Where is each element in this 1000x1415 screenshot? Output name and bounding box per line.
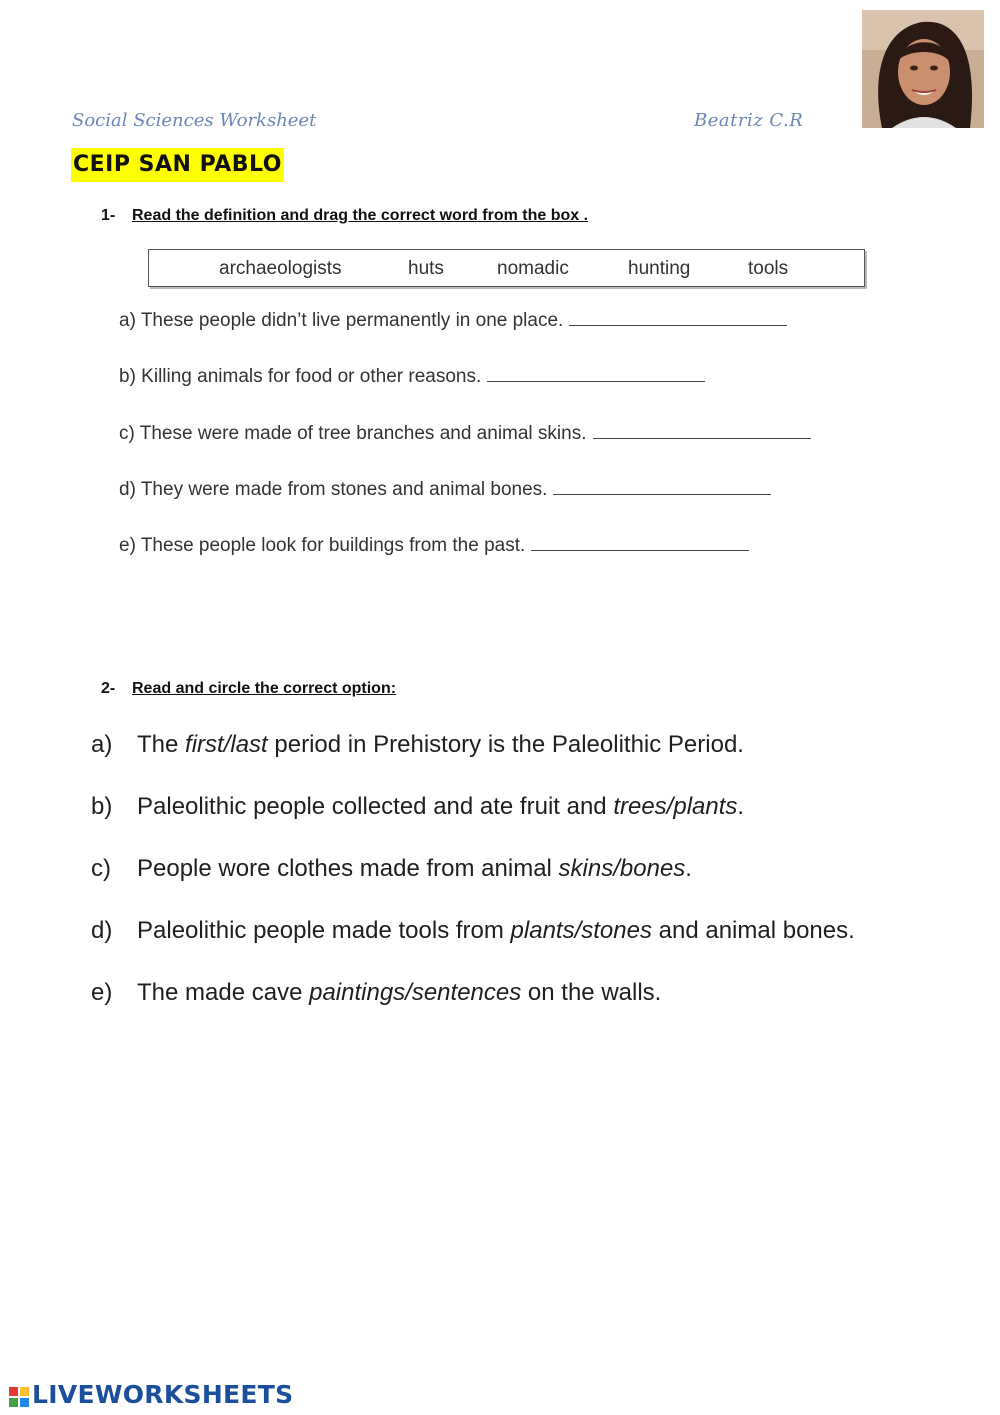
answer-blank[interactable] [487, 364, 705, 382]
question-text: on the walls. [521, 979, 662, 1006]
question-text: Paleolithic people collected and ate fruit and [137, 793, 614, 820]
question-text: . [685, 855, 692, 882]
word-bank [148, 249, 865, 287]
author-name: Beatriz C.R [694, 110, 804, 131]
option-choice[interactable]: paintings/sentences [309, 979, 522, 1006]
question-text: People wore clothes made from animal [137, 855, 559, 882]
answer-blank[interactable] [531, 533, 749, 551]
question-text: a) These people didn’t live permanently in one place. [119, 310, 564, 331]
section1-title: Read the definition and drag the correct word from the box . [132, 207, 589, 224]
question-text: d) They were made from stones and animal bones. [119, 479, 548, 500]
question-text: The made cave [137, 979, 310, 1006]
section2-heading [101, 680, 396, 698]
option-question [91, 731, 744, 759]
word-bank-item[interactable]: hunting [628, 258, 691, 279]
option-choice[interactable]: first/last [185, 731, 268, 758]
worksheet-subject: Social Sciences Worksheet [72, 110, 317, 131]
section1-heading [101, 207, 588, 225]
school-name: CEIP SAN PABLO [71, 148, 284, 182]
option-question [91, 979, 661, 1007]
brand-name: LIVEWORKSHEETS [32, 1380, 294, 1409]
word-bank-item[interactable]: nomadic [497, 258, 569, 279]
section2-title: Read and circle the correct option: [132, 680, 397, 697]
option-choice[interactable]: trees/plants [613, 793, 738, 820]
liveworksheets-logo [8, 1380, 294, 1410]
section1-number: 1- [101, 207, 116, 224]
definition-question [119, 477, 771, 501]
question-label: c) [91, 855, 111, 882]
question-label: a) [91, 731, 113, 758]
option-question [91, 917, 855, 945]
option-question [91, 793, 744, 821]
answer-blank[interactable] [569, 308, 787, 326]
definition-question [119, 421, 811, 445]
word-bank-item[interactable]: tools [748, 258, 789, 279]
logo-mark-icon [8, 1380, 32, 1410]
option-choice[interactable]: skins/bones [558, 855, 686, 882]
section2-number: 2- [101, 680, 116, 697]
word-bank-item[interactable]: archaeologists [219, 258, 342, 279]
definition-question [119, 308, 787, 332]
option-choice[interactable]: plants/stones [510, 917, 652, 944]
question-text: . [737, 793, 745, 820]
question-text: c) These were made of tree branches and animal skins. [119, 423, 587, 444]
author-photo [862, 10, 984, 128]
answer-blank[interactable] [593, 421, 811, 439]
definition-question [119, 533, 749, 557]
question-text: period in Prehistory is the Paleolithic Period. [267, 731, 744, 758]
definition-question [119, 364, 705, 388]
question-text: and animal bones. [651, 917, 855, 944]
question-text: e) These people look for buildings from the past. [119, 535, 526, 556]
question-text: Paleolithic people made tools from [137, 917, 511, 944]
question-text: The [137, 731, 186, 758]
question-label: d) [91, 917, 113, 944]
question-label: b) [91, 793, 113, 820]
question-label: e) [91, 979, 113, 1006]
answer-blank[interactable] [553, 477, 771, 495]
word-bank-item[interactable]: huts [408, 258, 444, 279]
option-question [91, 855, 692, 883]
question-text: b) Killing animals for food or other reasons. [119, 366, 482, 387]
